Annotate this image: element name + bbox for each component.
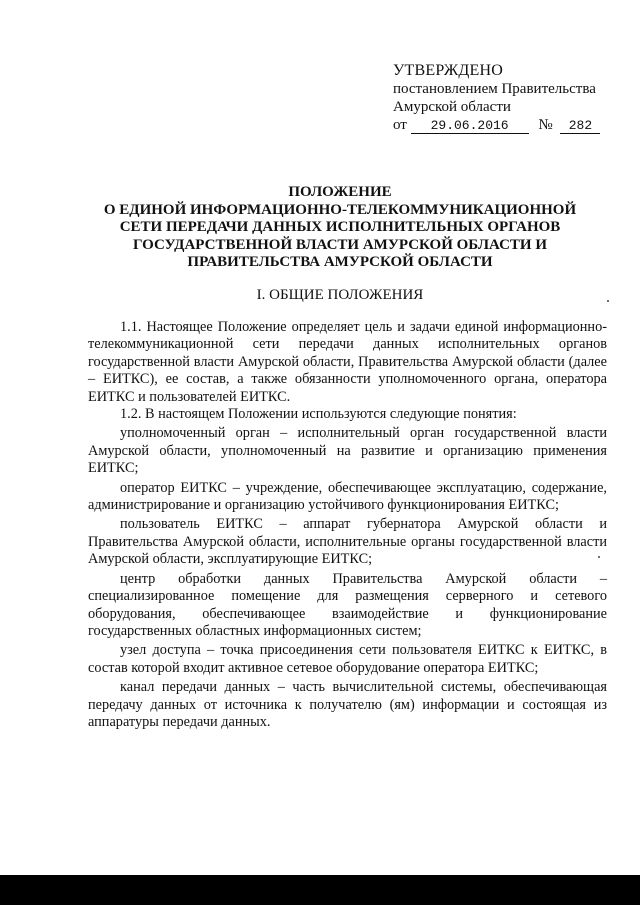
title-line-3: СЕТИ ПЕРЕДАЧИ ДАННЫХ ИСПОЛНИТЕЛЬНЫХ ОРГАНОВ [119,219,561,235]
approval-date-row [393,116,600,134]
title-line-4: ГОСУДАРСТВЕННОЙ ВЛАСТИ АМУРСКОЙ ОБЛАСТИ И [132,236,548,253]
document-body [88,319,607,731]
approval-title: УТВЕРЖДЕНО [393,62,504,79]
date-prefix: от [393,117,407,133]
definition-data-center: центр обработки данных Правительства Амурской области – специализированное помещение для размещения серверного и сетевого оборудования, обеспечивающее взаимодействие и функционирование государственных областных информационных систем; [88,570,607,639]
definition-data-channel: канал передачи данных – часть вычислительной системы, обеспечивающая передачу данных от источника к получателю (ям) информации и состоящая из аппаратуры передачи данных. [88,679,607,730]
approval-number: 282 [560,118,600,134]
definition-access-node: узел доступа – точка присоединения сети пользователя ЕИТКС к ЕИТКС, в состав которой входит активное сетевое оборудование оператора ЕИТКС; [88,642,607,676]
title-line-1: ПОЛОЖЕНИЕ [288,184,392,200]
definition-user: пользователь ЕИТКС – аппарат губернатора Амурской области и Правительства Амурской области, исполнительные органы государственной власти Амурской области, эксплуатирующие ЕИТКС; [88,516,607,568]
title-line-2: О ЕДИНОЙ ИНФОРМАЦИОННО-ТЕЛЕКОММУНИКАЦИОННОЙ [103,201,577,218]
scan-speck [598,556,600,558]
approval-line-1: постановлением Правительства [393,81,596,97]
scan-speck [607,300,609,302]
approval-stamp [393,62,600,134]
approval-line-2: Амурской области [393,99,511,115]
section-heading: I. ОБЩИЕ ПОЛОЖЕНИЯ [256,287,424,303]
title-line-5: ПРАВИТЕЛЬСТВА АМУРСКОЙ ОБЛАСТИ [187,254,493,270]
scan-bottom-edge [0,875,640,905]
definition-authorized-body: уполномоченный орган – исполнительный орган государственной власти Амурской области, уполномоченный на развитие и организацию применения ЕИТКС; [88,425,607,477]
paragraph-1-1: 1.1. Настоящее Положение определяет цель и задачи единой информационно-телекоммуникационной сети передачи данных исполнительных органов государственной власти Амурской области, Правительства Амурской области (далее – ЕИТКС), ее состав, а также обязанности уполномоченного органа, оператора ЕИТКС и пользователей ЕИТКС. [88,319,607,405]
document-title [95,184,585,272]
approval-date: 29.06.2016 [411,118,529,134]
paragraph-1-2: 1.2. В настоящем Положении используются следующие понятия: [120,406,517,423]
definition-operator: оператор ЕИТКС – учреждение, обеспечивающее эксплуатацию, содержание, администрирование и организацию устойчивого функционирования ЕИТКС; [88,479,607,514]
number-prefix: № [538,117,553,133]
